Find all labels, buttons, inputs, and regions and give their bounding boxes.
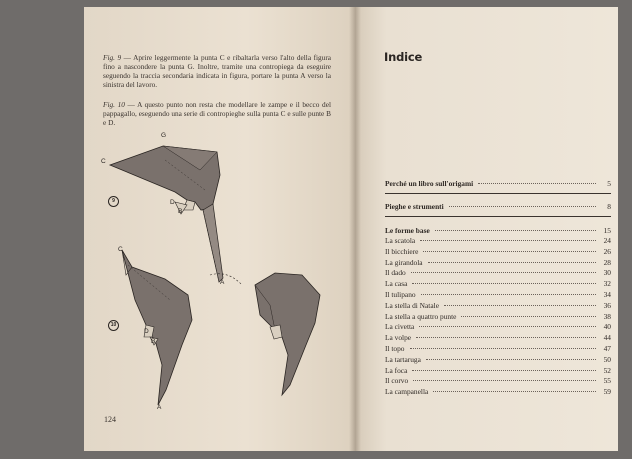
toc-entry-title: La casa	[385, 279, 408, 289]
fig10-label-c: C	[118, 246, 123, 253]
index-title: Indice	[384, 50, 423, 64]
fig10-number-circle: 10	[108, 320, 119, 331]
toc-leader	[433, 391, 596, 392]
toc-entry-title: La stella di Natale	[385, 300, 439, 310]
toc-entry-page: 47	[603, 344, 611, 353]
toc-entry	[385, 366, 611, 375]
toc-entry-title: La stella a quattro punte	[385, 311, 457, 321]
toc-entry	[385, 344, 611, 353]
toc-entry	[385, 387, 611, 396]
toc-entry	[385, 279, 611, 288]
toc-entry-page: 40	[603, 322, 611, 332]
toc-entry-title: La volpe	[385, 333, 412, 343]
toc-entry-page: 38	[603, 311, 611, 321]
fig9-label-c: C	[101, 158, 106, 165]
toc-leader	[410, 348, 596, 349]
toc-entry	[385, 268, 611, 277]
toc-leader	[412, 370, 596, 371]
toc-entry-title: Pieghe e strumenti	[385, 202, 444, 211]
toc-divider	[385, 193, 611, 194]
toc-entry	[385, 236, 611, 245]
toc-entry	[385, 290, 611, 299]
toc-entry	[385, 247, 611, 256]
toc-entry-page: 50	[603, 354, 611, 364]
toc-leader	[411, 272, 596, 273]
toc-entry-title: Il tulipano	[385, 290, 416, 299]
toc-leader	[413, 380, 596, 381]
toc-entry-page: 36	[603, 300, 611, 310]
toc-entry-page: 30	[603, 268, 611, 278]
fig10-caption	[103, 100, 331, 127]
fig10-illustration	[110, 245, 330, 415]
book-gutter	[349, 7, 361, 451]
toc-entry-title: La campanella	[385, 387, 429, 397]
toc-leader	[420, 240, 596, 241]
toc-entry	[385, 301, 611, 310]
toc-leader	[444, 305, 596, 306]
toc-entry	[385, 355, 611, 364]
toc-entry-title: La civetta	[385, 322, 415, 332]
toc-entry-title: Il topo	[385, 344, 405, 353]
toc-entry-title: Perché un libro sull'origami	[385, 179, 474, 188]
toc-divider	[385, 216, 611, 217]
fig10-label-a: A	[157, 404, 162, 411]
fig10-label-b: B	[151, 338, 156, 345]
toc-entry	[385, 376, 611, 385]
toc-entry-title: Il bicchiere	[385, 246, 419, 256]
toc-entry	[385, 322, 611, 331]
toc-entry-page: 55	[603, 376, 611, 386]
toc-entry-page: 52	[603, 365, 611, 375]
toc-leader	[416, 337, 596, 338]
toc-entry-title: La girandola	[385, 257, 423, 267]
fig9-label-g: G	[161, 132, 167, 139]
toc-entry-title: La tartaruga	[385, 354, 421, 364]
toc-entry-title: La foca	[385, 365, 408, 375]
toc-entry-page: 32	[603, 279, 611, 289]
toc-entry-page: 28	[603, 257, 611, 267]
toc-leader	[478, 183, 596, 184]
toc-entry-page: 26	[603, 246, 611, 256]
toc-entry	[385, 202, 611, 211]
toc-entry-title: Il dado	[385, 268, 406, 278]
toc-leader	[435, 230, 596, 231]
toc-leader	[449, 206, 596, 207]
toc-leader	[419, 326, 596, 327]
fig10-caption-label: Fig. 10	[103, 100, 125, 109]
fig10-caption-text: — A questo punto non resta che modellare le zampe e il becco del pappagallo, eseguendo una serie di contropieghe sulla punta C e sulle punte B e D.	[103, 100, 331, 127]
toc-entry	[385, 333, 611, 342]
toc-entry-page: 8	[607, 202, 611, 211]
fig9-caption-label: Fig. 9	[103, 53, 122, 62]
fig10-label-d: D	[144, 328, 149, 335]
toc-entry-title: La scatola	[385, 236, 416, 245]
toc-entry-page: 24	[603, 236, 611, 245]
toc-entry	[385, 312, 611, 321]
toc-entry-page: 15	[603, 226, 611, 235]
toc-leader	[461, 316, 596, 317]
toc-entry-page: 34	[603, 290, 611, 299]
fig9-number-circle: 9	[108, 196, 119, 207]
toc-entry-title: Le forme base	[385, 226, 430, 235]
toc-entry	[385, 226, 611, 235]
fig9-label-b: B	[178, 208, 183, 215]
fig9-caption	[103, 53, 331, 89]
toc-entry	[385, 258, 611, 267]
left-page-number: 124	[104, 415, 116, 424]
toc-entry-title: Il corvo	[385, 376, 409, 386]
toc-leader	[426, 359, 596, 360]
toc-entry	[385, 179, 611, 188]
toc-entry-page: 44	[603, 333, 611, 343]
toc-leader	[423, 251, 596, 252]
toc-leader	[428, 262, 596, 263]
toc-entry-page: 5	[607, 179, 611, 188]
fig9-label-a: A	[220, 279, 225, 286]
fig9-label-d: D	[170, 199, 175, 206]
toc-leader	[421, 294, 596, 295]
fig9-caption-text: — Aprire leggermente la punta C e ribaltarla verso l'alto della figura fino a nascondere la punta G. Inoltre, tramite una contropiega da eseguire seguendo la traccia secondaria indicata in figura, portare la punta A verso la sinistra del lavoro.	[103, 53, 332, 89]
toc-leader	[412, 283, 596, 284]
toc-entry-page: 59	[603, 387, 611, 397]
